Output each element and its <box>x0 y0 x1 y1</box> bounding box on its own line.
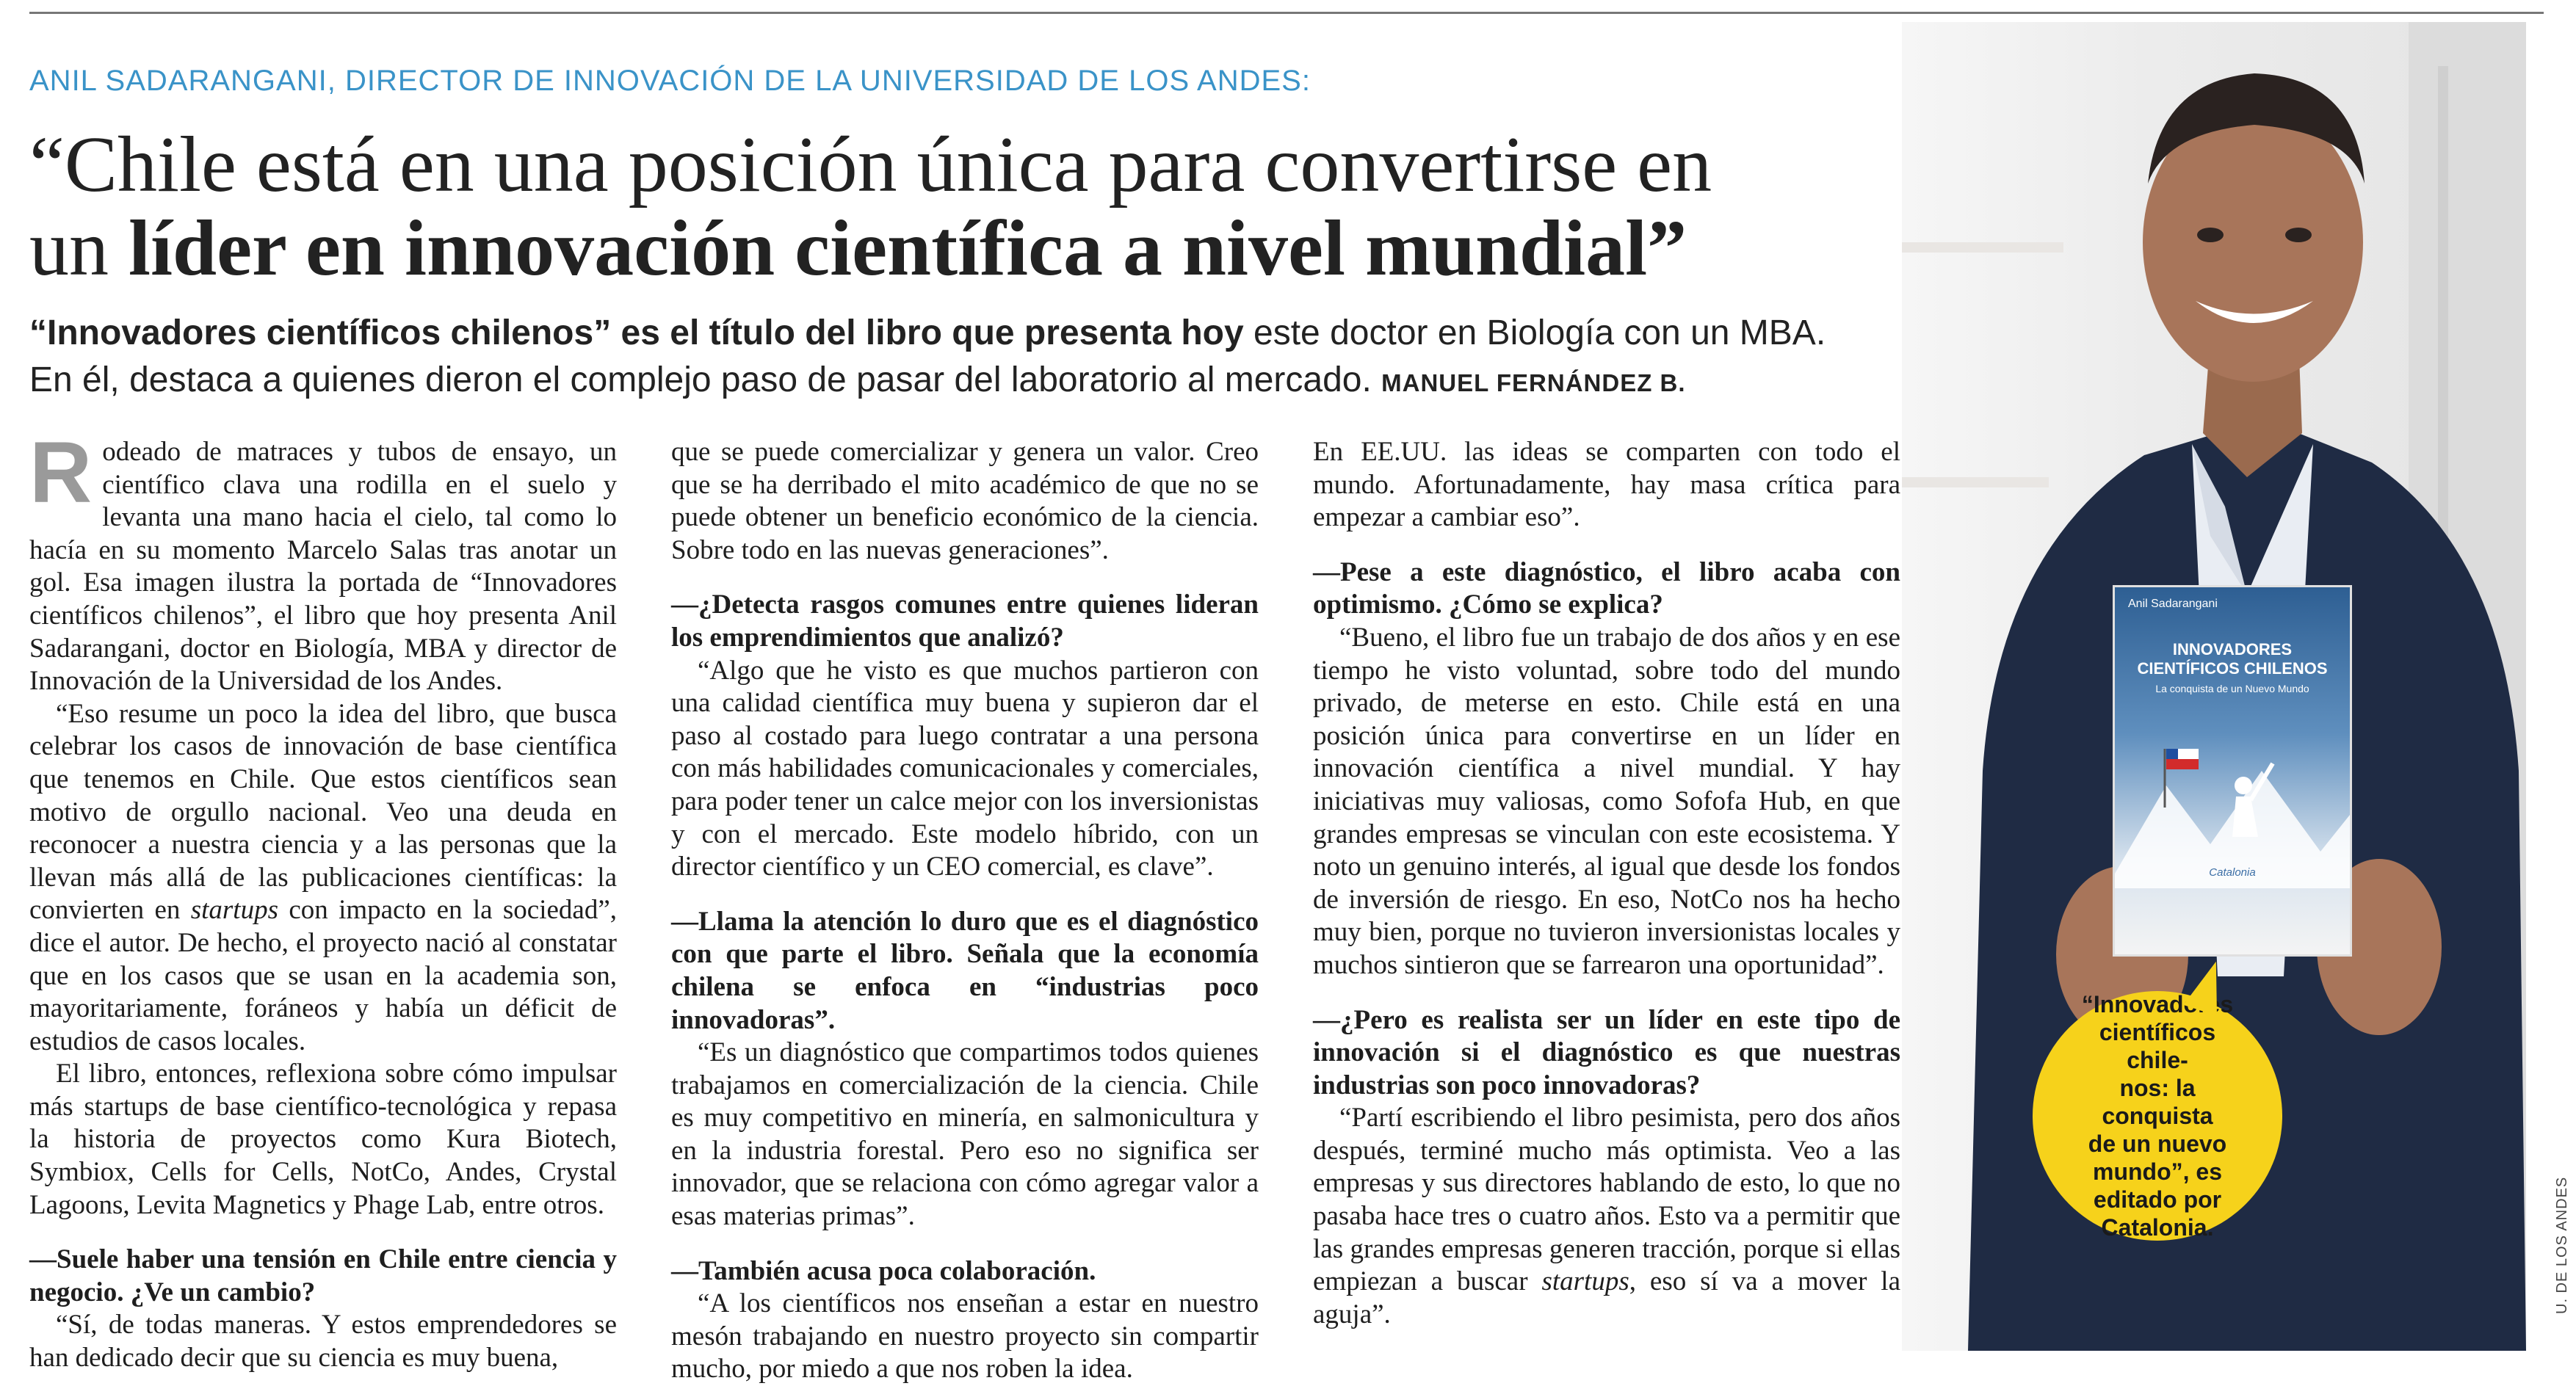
paragraph: En EE.UU. las ideas se comparten con todo el mundo. Afortunadamente, hay masa crítica para empezar a cambiar eso”. <box>1313 437 1900 533</box>
question: —Llama la atención lo duro que es el diagnóstico con que parte el libro. Señala que la economía chilena se enfoca en “industrias poco innovadoras”. <box>671 906 1259 1035</box>
headline-line-2-bold: líder en innovación científica a nivel mundial” <box>129 205 1687 292</box>
shelf-decoration <box>1902 242 2063 253</box>
deck-regular: este doctor en Biología con un MBA. En él, destaca a quienes dieron el complejo paso de pasar del laboratorio al mercado. <box>29 313 1826 399</box>
headline-line-1: “Chile está en una posición única para convertirse en <box>29 121 1712 208</box>
paragraph: “Eso resume un poco la idea del libro, que busca celebrar los casos de innovación de base científica que tenemos en Chile. Que estos científicos sean motivo de orgullo nacional. Veo una deuda en reconocer a nuestra ciencia y a las personas que la llevan más allá de las publicaciones científicas: la convierten en startups con impacto en la sociedad”, dice el autor. De hecho, el proyecto nació al constatar que en los casos que se usan en la academia son, mayoritariamente, foráneos y había un déficit de estudios de casos locales. <box>29 698 617 1056</box>
paragraph: El libro, entonces, reflexiona sobre cómo impulsar más startups de base científico-tecnológica y repasa la historia de proyectos como Kura Biotech, Symbiox, Cells for Cells, NotCo, Andes, Crystal Lagoons, Levita Magnetics y Phage Lab, entre otros. <box>29 1059 617 1220</box>
question: —Suele haber una tensión en Chile entre ciencia y negocio. ¿Ve un cambio? <box>29 1244 617 1307</box>
answer: “A los científicos nos enseñan a estar en nuestro mesón trabajando en nuestro proyecto sin compartir mucho, por miedo a que nos roben la idea. <box>671 1288 1259 1385</box>
book-cover-art <box>2115 705 2350 888</box>
column-3 <box>1313 436 1900 1331</box>
paragraph: que se puede comercializar y genera un valor. Creo que se ha derribado el mito académico de que no se puede obtener un beneficio económico de la ciencia. Sobre todo en las nuevas generaciones”. <box>671 437 1259 565</box>
answer: “Partí escribiendo el libro pesimista, pero dos años después, terminé mucho más optimista. Veo a las empresas y sus directores hablando de esto, lo que no pasaba hace tres o cuatro años. Esto va a permitir que las grandes empresas generen tracción, porque si ellas empiezan a buscar startups, eso sí va a mover la aguja”. <box>1313 1103 1900 1329</box>
answer: “Algo que he visto es que muchos partieron con una calidad científica muy buena y supieron dar el paso al costado para luego contratar a una persona con más habilidades comunicacionales y comerciales, para poder tener un calce mejor con los inversionistas y con el mercado. Este modelo híbrido, con un director científico y un CEO comercial, es clave”. <box>671 655 1259 882</box>
book-subtitle: La conquista de un Nuevo Mundo <box>2155 683 2309 694</box>
book-title-line-1: INNOVADORES <box>2172 640 2293 658</box>
book-cover <box>2115 587 2350 954</box>
paragraph: Rodeado de matraces y tubos de ensayo, un científico clava una rodilla en el suelo y levanta una mano hacia el cielo, tal como lo hacía en su momento Marcelo Salas tras anotar un gol. Esa imagen ilustra la portada de “Innovadores científicos chilenos”, el libro que hoy presenta Anil Sadarangani, doctor en Biología, MBA y director de Innovación de la Universidad de los Andes. <box>29 424 617 697</box>
drop-cap: R <box>29 424 93 521</box>
question: —Pese a este diagnóstico, el libro acaba con optimismo. ¿Cómo se explica? <box>1313 556 1900 620</box>
headline <box>29 123 1939 291</box>
column-2 <box>671 436 1259 1386</box>
answer: “Sí, de todas maneras. Y estos emprendedores se han dedicado decir que su ciencia es muy buena, <box>29 1310 617 1374</box>
caption-bubble <box>2033 991 2282 1241</box>
caption-text: “Innovadores científicos chile- nos: la conquista de un nuevo mundo”, es editado por Catalonia. <box>2081 991 2234 1241</box>
kicker: ANIL SADARANGANI, DIRECTOR DE INNOVACIÓN DE LA UNIVERSIDAD DE LOS ANDES: <box>29 65 1311 97</box>
answer: “Es un diagnóstico que compartimos todos quienes trabajamos en comercialización de la ciencia. Chile es muy competitivo en minería, en salmonicultura y en la industria forestal. Pero eso no significa ser innovador, que se relaciona con cómo agregar valor a esas materias primas”. <box>671 1037 1259 1232</box>
book-publisher: Catalonia <box>2209 866 2256 879</box>
byline: MANUEL FERNÁNDEZ B. <box>1381 369 1686 396</box>
question: —¿Detecta rasgos comunes entre quienes lideran los emprendimientos que analizó? <box>671 589 1259 653</box>
answer: “Bueno, el libro fue un trabajo de dos años y en ese tiempo he visto voluntad, sobre todo del mundo privado, de meterse en esto. Chile está en una posición única para convertirse en un líder en innovación científica a nivel mundial. Y hay iniciativas muy valiosas, como Sofofa Hub, en que grandes empresas se vinculan con este ecosistema. Y noto un genuino interés, al igual que desde los fondos de inversión de riesgo. En eso, NotCo nos ha hecho muy bien, porque no tuvieron inversionistas locales y muchos sintieron que se farrearon una oportunidad”. <box>1313 622 1900 980</box>
top-rule <box>29 12 2544 14</box>
book-title-line-2: CIENTÍFICOS CHILENOS <box>2137 659 2328 678</box>
question: —También acusa poca colaboración. <box>671 1255 1096 1286</box>
photo-credit: U. DE LOS ANDES <box>2554 1176 2570 1314</box>
deck <box>29 310 1843 407</box>
column-1 <box>29 424 617 1375</box>
headline-line-2 <box>29 207 1939 291</box>
question: —¿Pero es realista ser un líder en este tipo de innovación si el diagnóstico es que nuestras industrias son poco innovadoras? <box>1313 1004 1900 1100</box>
book-author: Anil Sadarangani <box>2128 598 2218 610</box>
shelf-decoration <box>1902 477 2049 487</box>
headline-line-2-light: un <box>29 205 129 292</box>
deck-bold: “Innovadores científicos chilenos” es el título del libro que presenta hoy <box>29 313 1244 352</box>
